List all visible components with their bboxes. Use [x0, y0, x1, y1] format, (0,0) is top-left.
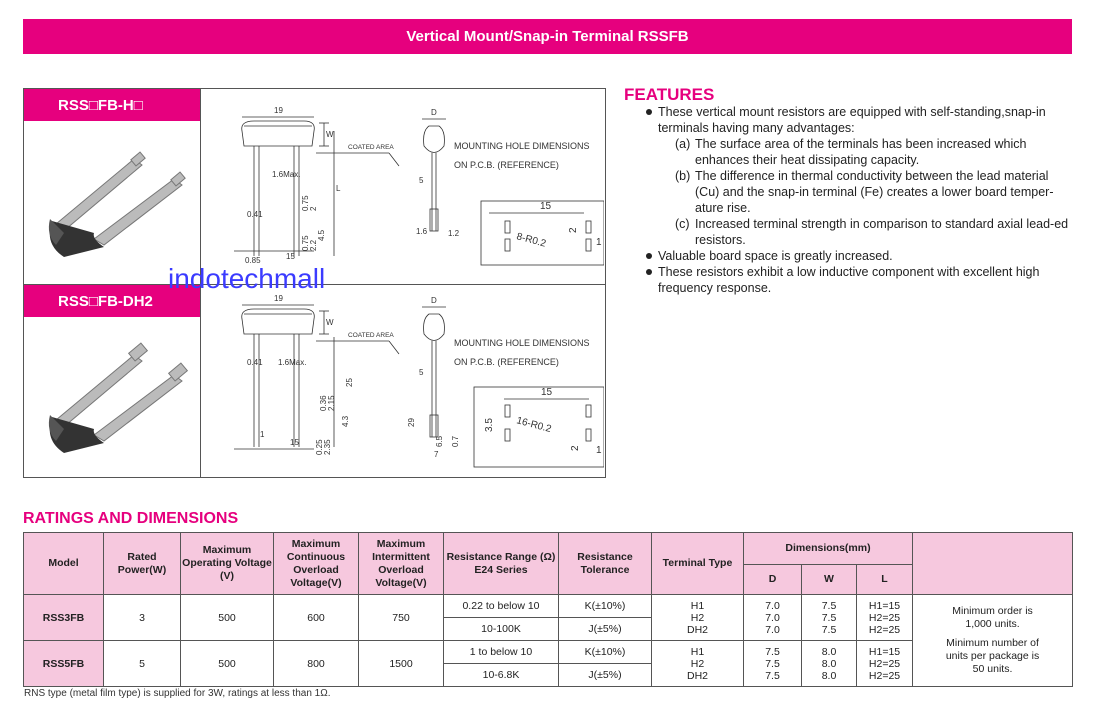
dim-19: 19	[274, 106, 283, 115]
page-title: Vertical Mount/Snap-in Terminal RSSFB	[406, 28, 689, 45]
dim-29: 29	[407, 418, 416, 427]
mounting-hole-caption-1	[454, 137, 590, 175]
dimension-drawing-dh2	[204, 287, 604, 477]
dim-coated-area: COATED AREA	[348, 144, 394, 151]
mounting-hole-caption-2	[454, 334, 590, 372]
dim-45: 4.5	[317, 229, 326, 241]
sub-text: The surface area of the terminals has been increased which enhances their heat dissipating capacity.	[695, 137, 1027, 167]
hole-15: 15	[541, 387, 553, 398]
cell-l	[857, 595, 913, 641]
feature-bullet: These vertical mount resistors are equipped with self-standing,snap-in terminals having many advantages:	[640, 104, 1072, 136]
cell-op-voltage: 500	[181, 641, 274, 687]
dim-15: 15	[290, 438, 299, 447]
hole-15: 15	[540, 201, 552, 212]
cell-w	[802, 641, 857, 687]
header-l: L	[857, 565, 913, 595]
dim-2: 2	[309, 206, 318, 211]
note-min-package: Minimum number of units per package is 50 units.	[945, 637, 1040, 675]
w-val: 7.5	[821, 611, 837, 624]
terminal-dh2: DH2	[686, 669, 708, 682]
cell-int-voltage: 1500	[359, 641, 444, 687]
mounting-caption-line: MOUNTING HOLE DIMENSIONS	[454, 338, 590, 348]
l-val: H1=15	[868, 599, 901, 612]
w-val: 8.0	[821, 669, 837, 682]
header-notes	[913, 533, 1073, 595]
header-rated-power: Rated Power(W)	[104, 533, 181, 595]
dim-25: 25	[345, 378, 354, 387]
cell-power: 5	[104, 641, 181, 687]
ratings-table	[23, 532, 1073, 687]
w-val: 8.0	[821, 645, 837, 658]
dim-d: D	[431, 108, 437, 117]
dim-036: 0.36	[319, 395, 328, 411]
terminal-dh2: DH2	[686, 623, 708, 636]
hole-radius: 16-R0.2	[515, 415, 553, 436]
cell-w	[802, 595, 857, 641]
ratings-title: RATINGS AND DIMENSIONS	[23, 510, 239, 527]
sub-text: Increased terminal strength in comparison to standard axial lead-ed resistors.	[695, 217, 1069, 247]
page-title-bar	[23, 19, 1072, 54]
dim-l: L	[336, 184, 341, 193]
header-max-op-voltage: Maximum Operating Voltage (V)	[181, 533, 274, 595]
l-val: H2=25	[868, 611, 901, 624]
features-title: FEATURES	[624, 85, 715, 104]
dim-5: 5	[419, 176, 424, 185]
dim-w: W	[326, 318, 334, 327]
header-terminal-type: Terminal Type	[652, 533, 744, 595]
dim-d: D	[431, 296, 437, 305]
d-val: 7.0	[765, 611, 780, 624]
terminal-h2: H2	[690, 657, 705, 670]
hole-1: 1	[596, 445, 602, 456]
dim-07: 0.7	[451, 435, 460, 447]
l-val: H2=25	[868, 669, 901, 682]
dim-235: 2.35	[323, 439, 332, 455]
header-model: Model	[24, 533, 104, 595]
dim-16: 1.6	[416, 227, 428, 236]
cell-terminal	[652, 595, 744, 641]
feature-bullet: These resistors exhibit a low inductive component with excellent high frequency response.	[640, 264, 1072, 296]
cell-int-voltage: 750	[359, 595, 444, 641]
feature-sub-item	[658, 136, 1072, 168]
l-val: H2=25	[868, 657, 901, 670]
features-list	[640, 104, 1072, 296]
cell-terminal	[652, 641, 744, 687]
w-val: 7.5	[821, 599, 837, 612]
mounting-caption-line: ON P.C.B. (REFERENCE)	[454, 357, 559, 367]
dimension-drawing-h	[204, 91, 604, 281]
cell-tolerance: J(±5%)	[559, 618, 652, 641]
dim-w: W	[326, 130, 334, 139]
sub-label: (a)	[675, 137, 691, 151]
dim-5: 5	[419, 368, 424, 377]
w-val: 7.5	[821, 623, 837, 636]
d-val: 7.0	[765, 623, 780, 636]
cell-notes	[913, 595, 1073, 687]
footnote: RNS type (metal film type) is supplied for 3W, ratings at less than 1Ω.	[24, 688, 331, 699]
header-resistance-tolerance: Resistance Tolerance	[559, 533, 652, 595]
watermark: indotechmall	[168, 263, 326, 294]
dim-15: 15	[286, 252, 295, 261]
d-val: 7.5	[765, 645, 780, 658]
dim-65: 6.5	[435, 435, 444, 447]
dim-coated-area: COATED AREA	[348, 332, 394, 339]
terminal-h1: H1	[690, 645, 705, 658]
cell-d	[744, 595, 802, 641]
header-max-int-overload: Maximum Intermittent Overload Voltage(V)	[359, 533, 444, 595]
d-val: 7.5	[765, 669, 780, 682]
cell-tolerance: K(±10%)	[559, 641, 652, 664]
sub-label: (c)	[675, 217, 690, 231]
dim-1: 1	[260, 430, 265, 439]
d-val: 7.5	[765, 657, 780, 670]
variant-label-dh2: RSS□FB-DH2	[24, 285, 200, 317]
dim-025: 0.25	[315, 439, 324, 455]
cell-model: RSS3FB	[24, 595, 104, 641]
terminal-h1: H1	[690, 599, 705, 612]
dim-215: 2.15	[327, 395, 336, 411]
dim-041: 0.41	[247, 210, 263, 219]
dim-041: 0.41	[247, 358, 263, 367]
dim-12: 1.2	[448, 229, 460, 238]
sub-label: (b)	[675, 169, 691, 183]
sub-text: The difference in thermal conductivity between the lead material (Cu) and the snap-in terminal (Fe) creates a lower board temper-ature rise.	[695, 169, 1054, 215]
dim-22: 2.2	[309, 239, 318, 251]
d-val: 7.0	[765, 599, 780, 612]
cell-range: 10-100K	[444, 618, 559, 641]
hole-1: 1	[596, 237, 602, 248]
cell-cont-voltage: 800	[274, 641, 359, 687]
hole-2: 2	[570, 445, 581, 451]
dim-085: 0.85	[245, 256, 261, 265]
cell-model: RSS5FB	[24, 641, 104, 687]
cell-cont-voltage: 600	[274, 595, 359, 641]
resistor-photo-h	[34, 129, 194, 279]
header-d: D	[744, 565, 802, 595]
cell-tolerance: K(±10%)	[559, 595, 652, 618]
resistor-photo-dh2	[34, 325, 194, 475]
cell-l	[857, 641, 913, 687]
dim-16max: 1.6Max.	[272, 170, 301, 179]
cell-range: 10-6.8K	[444, 664, 559, 687]
l-val: H2=25	[868, 623, 901, 636]
feature-bullet: Valuable board space is greatly increased.	[640, 248, 1072, 264]
hole-2: 2	[568, 227, 579, 233]
dim-16max: 1.6Max.	[278, 358, 307, 367]
note-min-order: Minimum order is 1,000 units.	[952, 605, 1033, 630]
hole-radius: 8-R0.2	[515, 231, 548, 250]
w-val: 8.0	[821, 657, 837, 670]
mounting-caption-line: ON P.C.B. (REFERENCE)	[454, 160, 559, 170]
dim-19: 19	[274, 294, 283, 303]
terminal-h2: H2	[690, 611, 705, 624]
feature-sub-item	[658, 168, 1072, 216]
cell-op-voltage: 500	[181, 595, 274, 641]
header-resistance-range: Resistance Range (Ω) E24 Series	[444, 533, 559, 595]
mounting-caption-line: MOUNTING HOLE DIMENSIONS	[454, 141, 590, 151]
dim-075-a: 0.75	[301, 195, 310, 211]
dim-43: 4.3	[341, 415, 350, 427]
cell-d	[744, 641, 802, 687]
header-max-cont-overload: Maximum Continuous Overload Voltage(V)	[274, 533, 359, 595]
dim-075-b: 0.75	[301, 235, 310, 251]
cell-tolerance: J(±5%)	[559, 664, 652, 687]
cell-power: 3	[104, 595, 181, 641]
header-dimensions: Dimensions(mm)	[744, 533, 913, 565]
cell-range: 1 to below 10	[444, 641, 559, 664]
hole-35: 3.5	[484, 418, 495, 432]
variant-label-h: RSS□FB-H□	[24, 89, 200, 121]
dim-7: 7	[434, 450, 439, 459]
l-val: H1=15	[868, 645, 901, 658]
feature-sub-item	[658, 216, 1072, 248]
cell-range: 0.22 to below 10	[444, 595, 559, 618]
header-w: W	[802, 565, 857, 595]
